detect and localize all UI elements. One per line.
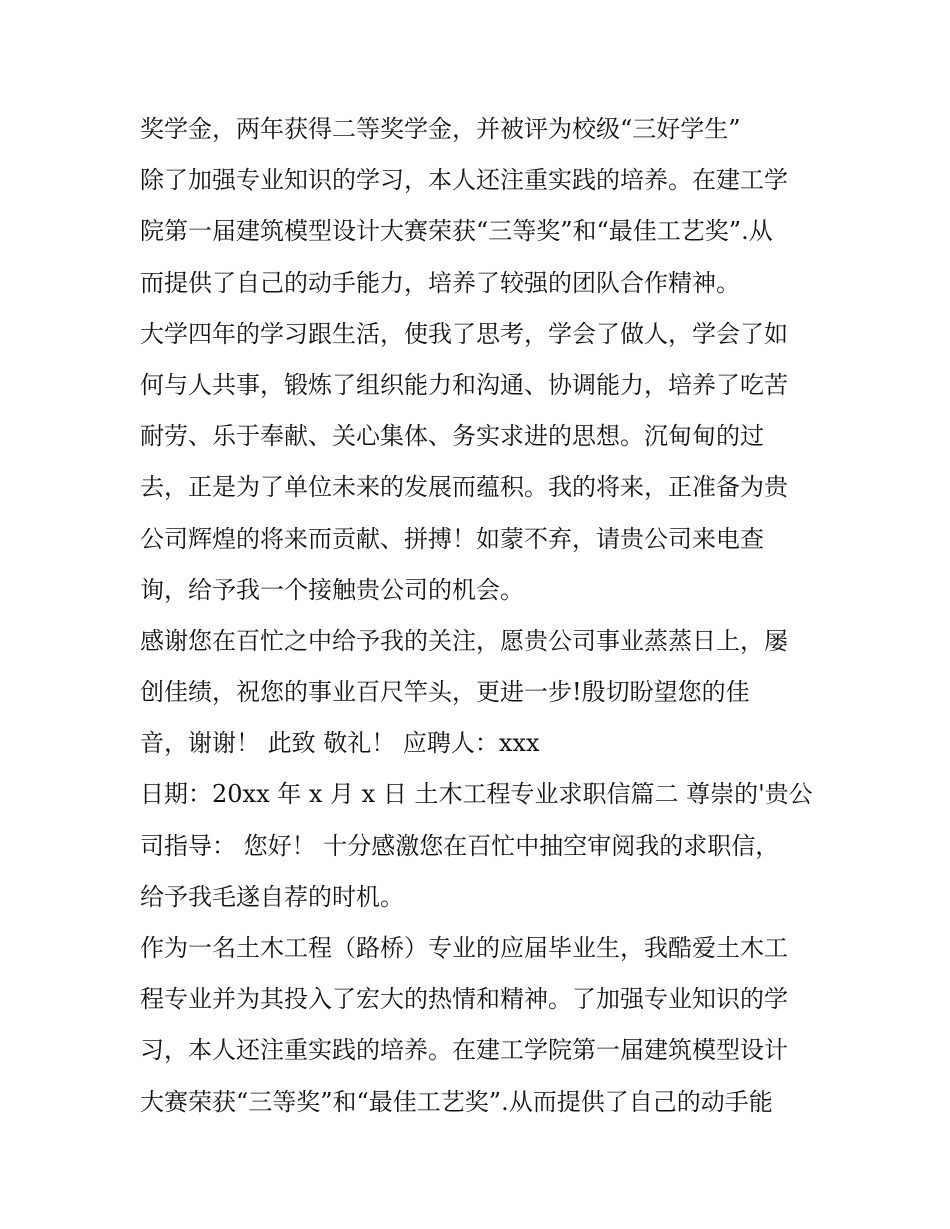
text-line: 大赛荣获“三等奖”和“最佳工艺奖”.从而提供了自己的动手能 xyxy=(140,1087,773,1116)
text-line: 作为一名土木工程（路桥）专业的应届毕业生，我酷爱土木工 xyxy=(140,934,788,962)
text-line: 除了加强专业知识的学习，本人还注重实践的培养。在建工学 xyxy=(140,166,788,195)
text-line: 感谢您在百忙之中给予我的关注，愿贵公司事业蒸蒸日上，屡 xyxy=(140,626,788,655)
text-line: 给予我毛遂自荐的时机。 xyxy=(140,882,404,911)
text-line: 耐劳、乐于奉献、关心集体、务实求进的思想。沉甸甸的过 xyxy=(140,422,764,451)
text-line: 询，给予我一个接触贵公司的机会。 xyxy=(140,575,524,604)
text-line: 习，本人还注重实践的培养。在建工学院第一届建筑模型设计 xyxy=(140,1036,788,1065)
text-line: 创佳绩，祝您的事业百尺竿头，更进一步!殷切盼望您的佳 xyxy=(140,678,750,707)
text-line: 去，正是为了单位未来的发展而蕴积。我的将来，正准备为贵 xyxy=(140,473,788,502)
document-body xyxy=(140,104,820,1128)
text-line: 何与人共事，锻炼了组织能力和沟通、协调能力，培养了吃苦 xyxy=(140,370,788,399)
text-line: 而提供了自己的动手能力，培养了较强的团队合作精神。 xyxy=(140,268,740,297)
text-line: 司指导： 您好！ 十分感激您在百忙中抽空审阅我的求职信， xyxy=(140,831,780,860)
text-line: 大学四年的学习跟生活，使我了思考，学会了做人，学会了如 xyxy=(140,319,788,348)
text-line: 院第一届建筑模型设计大赛荣获“三等奖”和“最佳工艺奖”.从 xyxy=(140,217,773,246)
text-line: 程专业并为其投入了宏大的热情和精神。了加强专业知识的学 xyxy=(140,985,788,1014)
text-line: 奖学金，两年获得二等奖学金，并被评为校级“三好学生” xyxy=(140,115,741,143)
text-line: 公司辉煌的将来而贡献、拼搏！如蒙不弃，请贵公司来电查 xyxy=(140,524,764,553)
text-line: 音，谢谢！ 此致 敬礼！ 应聘人：xxx xyxy=(140,729,540,758)
text-line: 日期：20xx 年 x 月 x 日 土木工程专业求职信篇二 尊崇的'贵公 xyxy=(140,780,813,809)
